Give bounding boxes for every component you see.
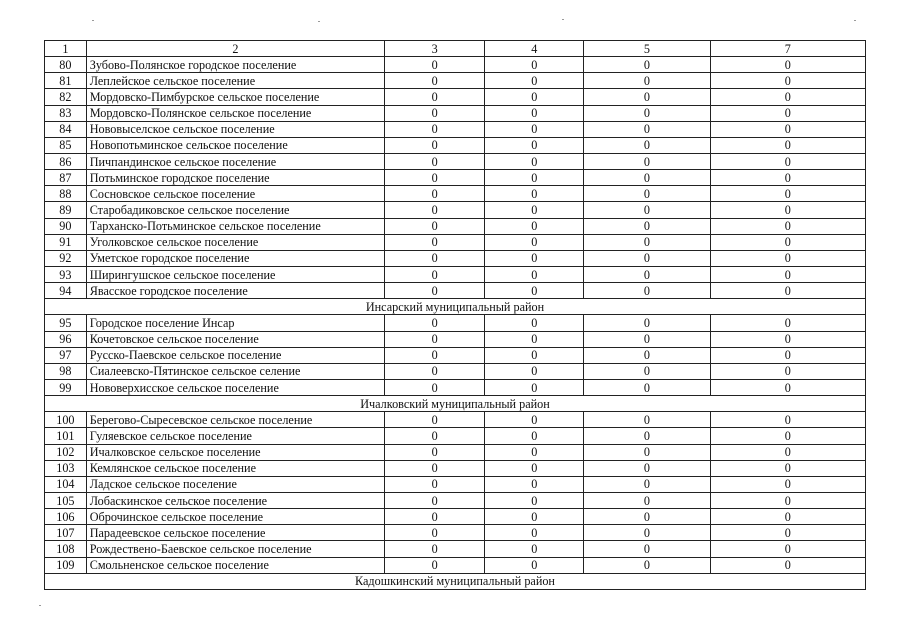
settlement-name: Нововерхисское сельское поселение	[86, 379, 384, 395]
value-col-5: 0	[584, 89, 710, 105]
value-col-7: 0	[710, 266, 865, 282]
value-col-5: 0	[584, 153, 710, 169]
row-number: 102	[45, 444, 87, 460]
value-col-7: 0	[710, 509, 865, 525]
row-number: 91	[45, 234, 87, 250]
row-number: 85	[45, 137, 87, 153]
value-col-5: 0	[584, 283, 710, 299]
header-cell-3: 3	[385, 41, 485, 57]
settlement-name: Тарханско-Потьминское сельское поселение	[86, 218, 384, 234]
value-col-5: 0	[584, 379, 710, 395]
scan-speck	[92, 20, 94, 21]
value-col-3: 0	[385, 557, 485, 573]
value-col-7: 0	[710, 137, 865, 153]
value-col-7: 0	[710, 57, 865, 73]
value-col-7: 0	[710, 331, 865, 347]
table-row	[45, 363, 866, 379]
value-col-7: 0	[710, 186, 865, 202]
value-col-4: 0	[485, 186, 584, 202]
value-col-5: 0	[584, 492, 710, 508]
value-col-4: 0	[485, 509, 584, 525]
settlement-name: Уметское городское поселение	[86, 250, 384, 266]
value-col-3: 0	[385, 186, 485, 202]
value-col-7: 0	[710, 121, 865, 137]
section-row	[45, 573, 866, 589]
value-col-5: 0	[584, 460, 710, 476]
value-col-3: 0	[385, 347, 485, 363]
row-number: 97	[45, 347, 87, 363]
value-col-3: 0	[385, 266, 485, 282]
value-col-5: 0	[584, 250, 710, 266]
section-title: Инсарский муниципальный район	[45, 299, 866, 315]
table-row	[45, 137, 866, 153]
table-row	[45, 315, 866, 331]
settlement-name: Сиалеевско-Пятинское сельское селение	[86, 363, 384, 379]
row-number: 80	[45, 57, 87, 73]
table-row	[45, 476, 866, 492]
settlement-name: Парадеевское сельское поселение	[86, 525, 384, 541]
settlement-name: Сосновское сельское поселение	[86, 186, 384, 202]
value-col-5: 0	[584, 170, 710, 186]
row-number: 107	[45, 525, 87, 541]
section-row	[45, 299, 866, 315]
value-col-4: 0	[485, 153, 584, 169]
table-row	[45, 509, 866, 525]
value-col-3: 0	[385, 315, 485, 331]
value-col-7: 0	[710, 234, 865, 250]
table-row	[45, 153, 866, 169]
settlement-name: Русско-Паевское сельское поселение	[86, 347, 384, 363]
value-col-7: 0	[710, 315, 865, 331]
row-number: 83	[45, 105, 87, 121]
row-number: 84	[45, 121, 87, 137]
settlement-name: Потьминское городское поселение	[86, 170, 384, 186]
value-col-4: 0	[485, 57, 584, 73]
value-col-5: 0	[584, 57, 710, 73]
value-col-5: 0	[584, 525, 710, 541]
value-col-7: 0	[710, 250, 865, 266]
row-number: 95	[45, 315, 87, 331]
value-col-7: 0	[710, 557, 865, 573]
settlement-name: Городское поселение Инсар	[86, 315, 384, 331]
value-col-3: 0	[385, 153, 485, 169]
settlement-name: Кочетовское сельское поселение	[86, 331, 384, 347]
row-number: 88	[45, 186, 87, 202]
value-col-7: 0	[710, 541, 865, 557]
value-col-3: 0	[385, 57, 485, 73]
value-col-7: 0	[710, 428, 865, 444]
table-row	[45, 525, 866, 541]
table-row	[45, 492, 866, 508]
scan-speck	[562, 19, 564, 20]
value-col-3: 0	[385, 283, 485, 299]
value-col-3: 0	[385, 444, 485, 460]
value-col-7: 0	[710, 202, 865, 218]
value-col-4: 0	[485, 557, 584, 573]
settlement-name: Рождествено-Баевское сельское поселение	[86, 541, 384, 557]
row-number: 104	[45, 476, 87, 492]
value-col-7: 0	[710, 412, 865, 428]
value-col-7: 0	[710, 89, 865, 105]
value-col-3: 0	[385, 218, 485, 234]
settlement-name: Уголковское сельское поселение	[86, 234, 384, 250]
table-row	[45, 218, 866, 234]
settlement-name: Ширингушское сельское поселение	[86, 266, 384, 282]
table-row	[45, 105, 866, 121]
settlement-name: Берегово-Сыресевское сельское поселение	[86, 412, 384, 428]
row-number: 90	[45, 218, 87, 234]
value-col-4: 0	[485, 525, 584, 541]
value-col-5: 0	[584, 121, 710, 137]
table-row	[45, 541, 866, 557]
value-col-5: 0	[584, 105, 710, 121]
value-col-3: 0	[385, 492, 485, 508]
value-col-4: 0	[485, 412, 584, 428]
table-row	[45, 234, 866, 250]
settlement-name: Леплейское сельское поселение	[86, 73, 384, 89]
value-col-5: 0	[584, 444, 710, 460]
row-number: 93	[45, 266, 87, 282]
value-col-4: 0	[485, 283, 584, 299]
value-col-3: 0	[385, 509, 485, 525]
settlement-name: Лобаскинское сельское поселение	[86, 492, 384, 508]
table-row	[45, 266, 866, 282]
row-number: 82	[45, 89, 87, 105]
settlement-name: Новопотьминское сельское поселение	[86, 137, 384, 153]
value-col-7: 0	[710, 444, 865, 460]
value-col-4: 0	[485, 460, 584, 476]
header-cell-2: 2	[86, 41, 384, 57]
row-number: 96	[45, 331, 87, 347]
value-col-3: 0	[385, 363, 485, 379]
value-col-5: 0	[584, 234, 710, 250]
value-col-7: 0	[710, 283, 865, 299]
settlement-name: Зубово-Полянское городское поселение	[86, 57, 384, 73]
value-col-3: 0	[385, 121, 485, 137]
table-row	[45, 444, 866, 460]
row-number: 89	[45, 202, 87, 218]
value-col-5: 0	[584, 315, 710, 331]
settlement-name: Гуляевское сельское поселение	[86, 428, 384, 444]
value-col-4: 0	[485, 202, 584, 218]
value-col-3: 0	[385, 234, 485, 250]
value-col-3: 0	[385, 170, 485, 186]
value-col-4: 0	[485, 492, 584, 508]
settlement-name: Ладское сельское поселение	[86, 476, 384, 492]
value-col-7: 0	[710, 170, 865, 186]
value-col-5: 0	[584, 73, 710, 89]
table-row	[45, 73, 866, 89]
settlement-name: Кемлянское сельское поселение	[86, 460, 384, 476]
scan-speck	[854, 20, 856, 21]
value-col-4: 0	[485, 379, 584, 395]
value-col-4: 0	[485, 137, 584, 153]
value-col-3: 0	[385, 137, 485, 153]
row-number: 92	[45, 250, 87, 266]
value-col-7: 0	[710, 460, 865, 476]
value-col-5: 0	[584, 347, 710, 363]
settlement-name: Нововыселское сельское поселение	[86, 121, 384, 137]
row-number: 109	[45, 557, 87, 573]
value-col-4: 0	[485, 315, 584, 331]
value-col-3: 0	[385, 379, 485, 395]
section-title: Кадошкинский муниципальный район	[45, 573, 866, 589]
value-col-3: 0	[385, 89, 485, 105]
row-number: 103	[45, 460, 87, 476]
scan-speck	[39, 605, 41, 606]
value-col-3: 0	[385, 105, 485, 121]
value-col-4: 0	[485, 89, 584, 105]
value-col-4: 0	[485, 105, 584, 121]
value-col-3: 0	[385, 476, 485, 492]
settlement-name: Ичалковское сельское поселение	[86, 444, 384, 460]
value-col-5: 0	[584, 509, 710, 525]
header-cell-7: 7	[710, 41, 865, 57]
row-number: 100	[45, 412, 87, 428]
value-col-7: 0	[710, 525, 865, 541]
value-col-7: 0	[710, 218, 865, 234]
header-cell-1: 1	[45, 41, 87, 57]
table-row	[45, 57, 866, 73]
row-number: 87	[45, 170, 87, 186]
value-col-3: 0	[385, 541, 485, 557]
value-col-7: 0	[710, 105, 865, 121]
table-row	[45, 121, 866, 137]
value-col-7: 0	[710, 73, 865, 89]
value-col-5: 0	[584, 137, 710, 153]
table-row	[45, 89, 866, 105]
value-col-5: 0	[584, 541, 710, 557]
table-row	[45, 331, 866, 347]
value-col-7: 0	[710, 153, 865, 169]
value-col-3: 0	[385, 428, 485, 444]
value-col-5: 0	[584, 476, 710, 492]
section-row	[45, 396, 866, 412]
value-col-3: 0	[385, 202, 485, 218]
settlement-name: Мордовско-Пимбурское сельское поселение	[86, 89, 384, 105]
value-col-3: 0	[385, 73, 485, 89]
value-col-5: 0	[584, 412, 710, 428]
table-row	[45, 202, 866, 218]
settlement-name: Смольненское сельское поселение	[86, 557, 384, 573]
value-col-5: 0	[584, 202, 710, 218]
table-row	[45, 379, 866, 395]
value-col-4: 0	[485, 428, 584, 444]
value-col-5: 0	[584, 428, 710, 444]
row-number: 98	[45, 363, 87, 379]
settlement-name: Оброчинское сельское поселение	[86, 509, 384, 525]
value-col-4: 0	[485, 541, 584, 557]
table-body	[45, 41, 866, 590]
settlement-name: Пичпандинское сельское поселение	[86, 153, 384, 169]
value-col-7: 0	[710, 363, 865, 379]
table-row	[45, 283, 866, 299]
value-col-5: 0	[584, 186, 710, 202]
value-col-5: 0	[584, 363, 710, 379]
row-number: 105	[45, 492, 87, 508]
row-number: 86	[45, 153, 87, 169]
value-col-4: 0	[485, 476, 584, 492]
table-row	[45, 186, 866, 202]
row-number: 99	[45, 379, 87, 395]
value-col-7: 0	[710, 492, 865, 508]
value-col-7: 0	[710, 379, 865, 395]
header-cell-5: 5	[584, 41, 710, 57]
value-col-4: 0	[485, 73, 584, 89]
table-row	[45, 347, 866, 363]
row-number: 94	[45, 283, 87, 299]
table-row	[45, 557, 866, 573]
value-col-5: 0	[584, 218, 710, 234]
value-col-5: 0	[584, 266, 710, 282]
value-col-4: 0	[485, 363, 584, 379]
settlement-name: Старобадиковское сельское поселение	[86, 202, 384, 218]
value-col-4: 0	[485, 331, 584, 347]
value-col-4: 0	[485, 250, 584, 266]
value-col-4: 0	[485, 266, 584, 282]
table-row	[45, 170, 866, 186]
row-number: 81	[45, 73, 87, 89]
section-title: Ичалковский муниципальный район	[45, 396, 866, 412]
settlement-name: Явасское городское поселение	[86, 283, 384, 299]
data-table	[44, 40, 866, 590]
value-col-4: 0	[485, 170, 584, 186]
value-col-3: 0	[385, 525, 485, 541]
value-col-3: 0	[385, 250, 485, 266]
row-number: 106	[45, 509, 87, 525]
row-number: 101	[45, 428, 87, 444]
value-col-3: 0	[385, 331, 485, 347]
settlement-name: Мордовско-Полянское сельское поселение	[86, 105, 384, 121]
value-col-4: 0	[485, 121, 584, 137]
value-col-5: 0	[584, 331, 710, 347]
table-row	[45, 412, 866, 428]
value-col-7: 0	[710, 476, 865, 492]
table-row	[45, 428, 866, 444]
row-number: 108	[45, 541, 87, 557]
scan-speck	[318, 21, 320, 22]
value-col-4: 0	[485, 444, 584, 460]
value-col-3: 0	[385, 460, 485, 476]
header-row	[45, 41, 866, 57]
table-row	[45, 250, 866, 266]
table-row	[45, 460, 866, 476]
value-col-4: 0	[485, 347, 584, 363]
value-col-4: 0	[485, 234, 584, 250]
value-col-3: 0	[385, 412, 485, 428]
value-col-5: 0	[584, 557, 710, 573]
value-col-4: 0	[485, 218, 584, 234]
value-col-7: 0	[710, 347, 865, 363]
header-cell-4: 4	[485, 41, 584, 57]
